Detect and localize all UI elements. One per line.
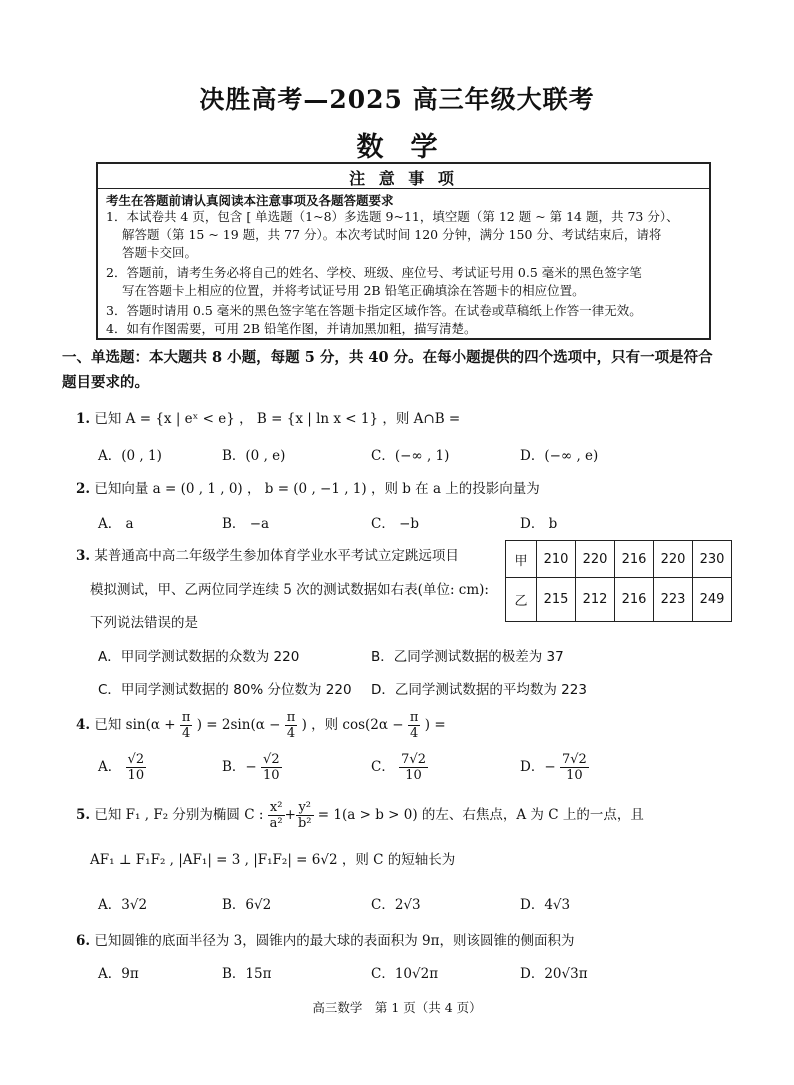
notice-box xyxy=(96,162,711,340)
question-text: ) ，则 cos(2α − xyxy=(301,717,404,733)
table-cell: 249 xyxy=(693,578,732,622)
question-number: 3. xyxy=(76,548,91,564)
fraction-x2-over-a2: $\frac{\text{x²}}{\text{a²}}$ xyxy=(269,800,283,831)
notice-item: 解答题（第 15 ~ 19 题，共 77 分）。本次考试时间 120 分钟，满分 150 分、考试结束后，请将 xyxy=(122,227,662,242)
q6-option-a: A．9π xyxy=(98,966,139,982)
question-text: ) = 2sin(α − xyxy=(196,717,281,733)
question-4-stem xyxy=(76,710,446,741)
question-1-stem xyxy=(76,407,460,427)
table-cell: 216 xyxy=(615,578,654,622)
section-heading-line2: 题目要求的。 xyxy=(62,374,149,391)
notice-item: 4．如有作图需要，可用 2B 铅笔作图，并请加黑加粗，描写清楚。 xyxy=(106,321,477,336)
q2-option-b: B． −a xyxy=(222,516,270,532)
notice-item: 3．答题时请用 0.5 毫米的黑色签字笔在答题卡指定区域作答。在试卷或草稿纸上作答一律无效。 xyxy=(106,303,642,318)
q1-option-d: D．(−∞ , e) xyxy=(520,448,599,464)
notice-item: 1．本试卷共 4 页，包含 [ 单选题（1~8）多选题 9~11，填空题（第 12 题 ~ 第 14 题，共 73 分）、 xyxy=(106,209,679,224)
q5-option-b: B．6√2 xyxy=(222,897,272,913)
q3-option-d: D．乙同学测试数据的平均数为 223 xyxy=(371,682,587,698)
table-row xyxy=(506,541,732,578)
table-cell: 乙 xyxy=(506,578,537,622)
question-3-stem-line3: 下列说法错误的是 xyxy=(90,615,198,631)
score-table xyxy=(505,540,732,622)
q3-option-c: C．甲同学测试数据的 80% 分位数为 220 xyxy=(98,682,352,698)
table-cell: 212 xyxy=(576,578,615,622)
question-2-stem xyxy=(76,477,540,497)
notice-heading: 注 意 事 项 xyxy=(349,169,458,188)
q4-option-d: D．− $\frac{7√2}{10}$ xyxy=(520,752,587,783)
exam-title: 决胜高考—2025 高三年级大联考 xyxy=(199,85,595,114)
q1-option-a: A．(0 , 1) xyxy=(98,448,162,464)
table-cell: 215 xyxy=(537,578,576,622)
table-cell: 210 xyxy=(537,541,576,578)
notice-item: 写在答题卡上相应的位置，并将考试证号用 2B 铅笔正确填涂在答题卡的相应位置。 xyxy=(122,283,585,298)
notice-item: 2．答题前，请考生务必将自己的姓名、学校、班级、座位号、考试证号用 0.5 毫米的黑色签字笔 xyxy=(106,265,642,280)
notice-item: 答题卡交回。 xyxy=(122,245,198,260)
question-3-stem-line2: 模拟测试，甲、乙两位同学连续 5 次的测试数据如右表(单位: cm): xyxy=(90,582,489,598)
fraction-y2-over-b2: $\frac{\text{y²}}{\text{b²}}$ xyxy=(297,800,312,831)
question-text: 已知圆锥的底面半径为 3，圆锥内的最大球的表面积为 9π，则该圆锥的侧面积为 xyxy=(94,933,575,949)
q5-option-c: C．2√3 xyxy=(371,897,421,913)
question-number: 6. xyxy=(76,933,91,949)
question-text: 某普通高中高二年级学生参加体育学业水平考试立定跳远项目 xyxy=(94,548,459,564)
table-cell: 223 xyxy=(654,578,693,622)
q1-option-b: B．(0 , e) xyxy=(222,448,286,464)
table-cell: 甲 xyxy=(506,541,537,578)
question-number: 2. xyxy=(76,481,91,497)
q5-option-d: D．4√3 xyxy=(520,897,571,913)
question-number: 1. xyxy=(76,411,91,427)
fraction-pi-over-4: $\frac{\pi}{4}$ xyxy=(286,710,296,741)
q3-option-b: B．乙同学测试数据的极差为 37 xyxy=(371,649,564,665)
question-text: 已知 A = {x | eˣ < e} ， B = {x | ln x < 1} ，则 A∩B = xyxy=(94,411,461,427)
q1-option-c: C．(−∞ , 1) xyxy=(371,448,450,464)
question-number: 4. xyxy=(76,717,91,733)
question-text: 已知 F₁ , F₂ 分别为椭圆 C : xyxy=(94,807,264,823)
section-heading-line1: 一、单选题：本大题共 8 小题，每题 5 分，共 40 分。在每小题提供的四个选项中，只有一项是符合 xyxy=(62,349,713,366)
question-number: 5. xyxy=(76,807,91,823)
question-text: ) = xyxy=(424,717,446,733)
notice-intro: 考生在答题前请认真阅读本注意事项及各题答题要求 xyxy=(106,193,394,208)
question-5-stem: 5. 已知 F₁ , F₂ 分别为椭圆 C : $\frac{\text{x²}}{\text{a²}}$ + $\frac{\text{y²}}{\text{b²}}$ = 1(a > b > 0) 的左、右焦点，A 为 C 上的一点，且 xyxy=(76,800,644,831)
subject-title: 数 学 xyxy=(356,132,438,163)
notice-divider xyxy=(98,188,709,189)
question-3-stem xyxy=(76,544,459,564)
q5-option-a: A．3√2 xyxy=(98,897,148,913)
q4-option-c: C． $\frac{7√2}{10}$ xyxy=(371,752,426,783)
q6-option-d: D．20√3π xyxy=(520,966,588,982)
table-cell: 230 xyxy=(693,541,732,578)
table-cell: 216 xyxy=(615,541,654,578)
table-cell: 220 xyxy=(654,541,693,578)
q2-option-d: D． b xyxy=(520,516,558,532)
q4-option-a: A． $\frac{√2}{10}$ xyxy=(98,752,145,783)
question-6-stem xyxy=(76,929,575,949)
q6-option-c: C．10√2π xyxy=(371,966,439,982)
question-text: = 1(a > b > 0) 的左、右焦点，A 为 C 上的一点，且 xyxy=(317,807,644,823)
q4-option-b: B．− $\frac{√2}{10}$ xyxy=(222,752,280,783)
page-footer: 高三数学 第 1 页（共 4 页） xyxy=(312,1000,482,1015)
fraction-pi-over-4: $\frac{\pi}{4}$ xyxy=(181,710,191,741)
table-cell: 220 xyxy=(576,541,615,578)
q2-option-c: C． −b xyxy=(371,516,420,532)
q3-option-a: A．甲同学测试数据的众数为 220 xyxy=(98,649,300,665)
table-row xyxy=(506,578,732,622)
q2-option-a: A． a xyxy=(98,516,134,532)
question-5-stem-line2: AF₁ ⊥ F₁F₂ , |AF₁| = 3 , |F₁F₂| = 6√2 ，则 C 的短轴长为 xyxy=(90,852,456,868)
q6-option-b: B．15π xyxy=(222,966,272,982)
question-text: 已知 sin(α + xyxy=(94,717,176,733)
fraction-pi-over-4: $\frac{\pi}{4}$ xyxy=(409,710,419,741)
question-text: 已知向量 a = (0 , 1 , 0) ， b = (0 , −1 , 1) ，则 b 在 a 上的投影向量为 xyxy=(94,481,540,497)
